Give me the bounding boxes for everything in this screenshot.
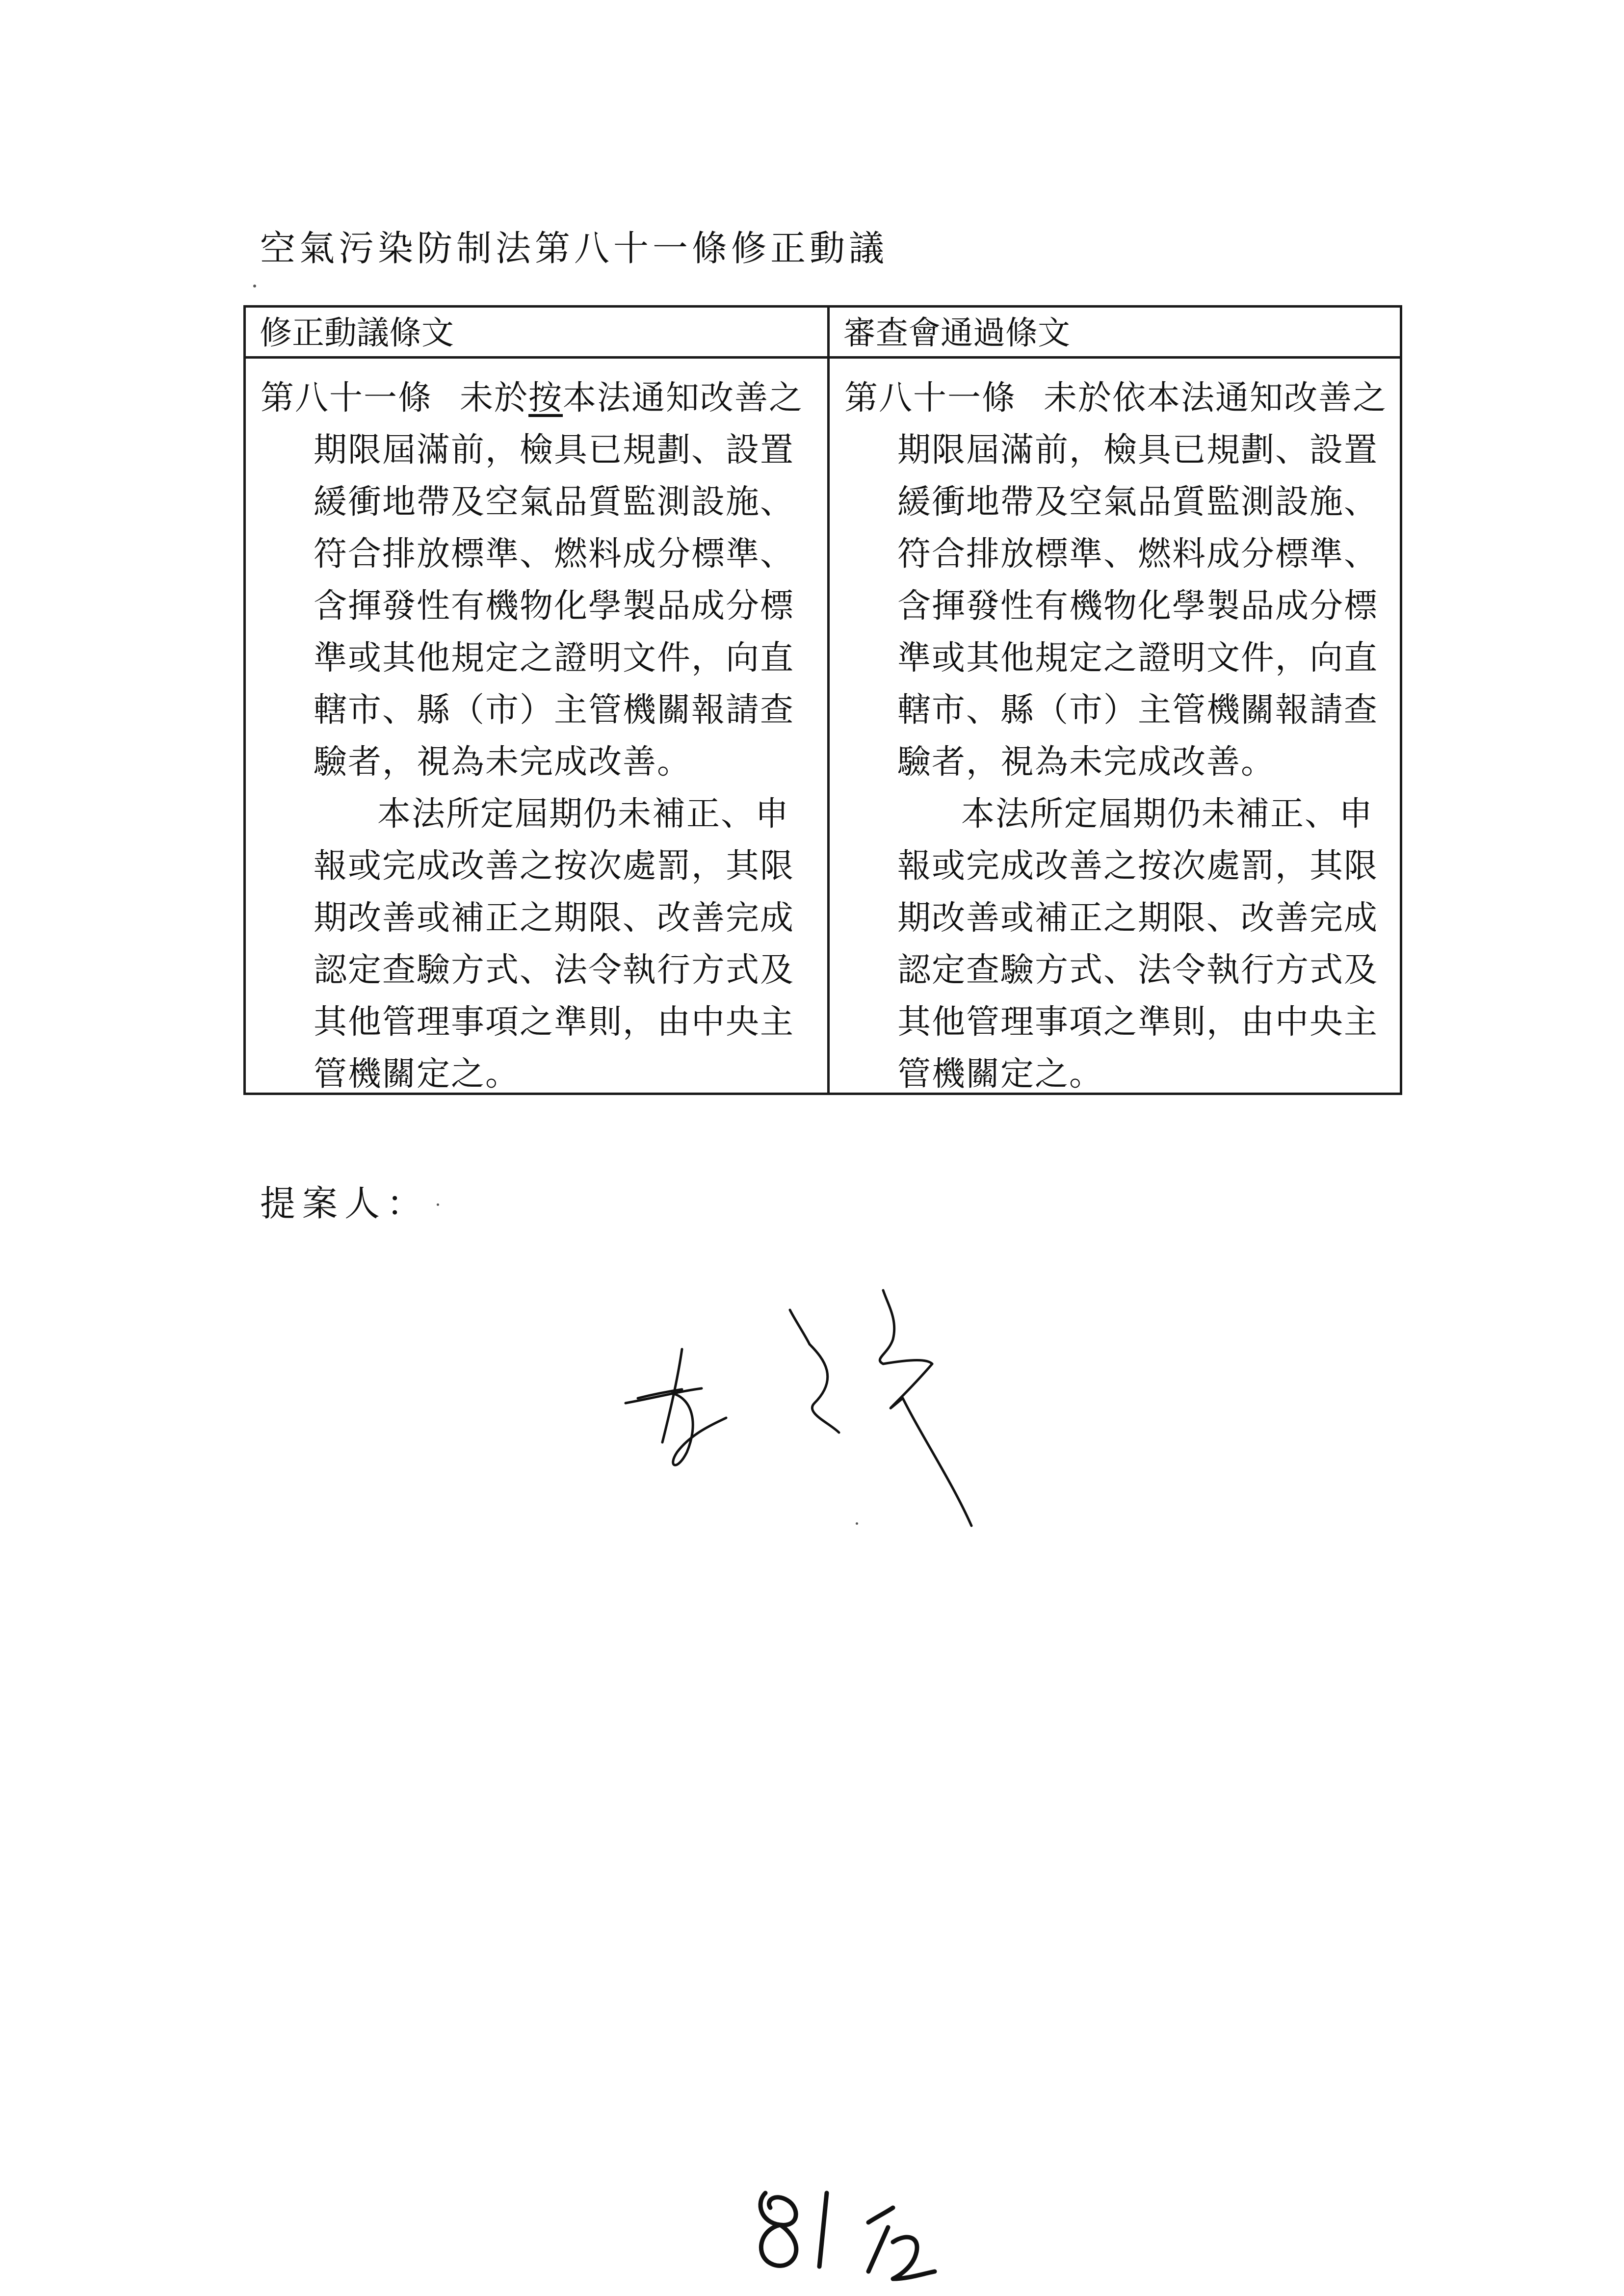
proposed-amendment-header: 修正動議條文 [246, 308, 827, 359]
document-title: 空氣污染防制法第八十一條修正動議 [260, 228, 889, 269]
handwritten-signature [608, 1276, 991, 1531]
proposed-text-before: 未於 [460, 379, 529, 417]
scan-speck [856, 1522, 858, 1525]
proposer-label: 提案人： [260, 1183, 429, 1224]
proposed-text-after: 本法通知改善之期限屆滿前，檢具已規劃、設置緩衝地帶及空氣品質監測設施、符合排放標準、燃料成分標準、含揮發性有機物化學製品成分標準或其他規定之證明文件，向直轄市、縣（市）主管機關報請查驗者，視為未完成改善。 [314, 379, 804, 782]
handwritten-page-mark [746, 2178, 952, 2286]
proposed-paragraph-2: 本法所定屆期仍未補正、申報或完成改善之按次處罰，其限期改善或補正之期限、改善完成認定查驗方式、法令執行方式及其他管理事項之準則，由中央主管機關定之。 [314, 795, 795, 1094]
approved-article-number: 第八十一條 [844, 379, 1017, 417]
approved-paragraph-2: 本法所定屆期仍未補正、申報或完成改善之按次處罰，其限期改善或補正之期限、改善完成認定查驗方式、法令執行方式及其他管理事項之準則，由中央主管機關定之。 [897, 795, 1379, 1094]
committee-approved-header: 審查會通過條文 [830, 308, 1400, 359]
approved-text: 未於依本法通知改善之期限屆滿前，檢具已規劃、設置緩衝地帶及空氣品質監測設施、符合排放標準、燃料成分標準、含揮發性有機物化學製品成分標準或其他規定之證明文件，向直轄市、縣（市）主管機關報請查驗者，視為未完成改善。 [897, 379, 1388, 782]
scan-speck [253, 285, 256, 287]
committee-approved-column [830, 308, 1400, 1093]
amendment-comparison-table [243, 305, 1402, 1095]
proposed-article-number: 第八十一條 [261, 379, 433, 417]
proposed-amendment-column [246, 308, 830, 1093]
proposed-underlined-change: 按 [528, 379, 563, 417]
approved-paragraph-1 [844, 372, 1390, 788]
committee-approved-text [830, 359, 1400, 1100]
scan-speck [437, 1203, 439, 1206]
proposed-amendment-text [246, 359, 827, 1100]
proposed-paragraph-1 [261, 372, 817, 788]
